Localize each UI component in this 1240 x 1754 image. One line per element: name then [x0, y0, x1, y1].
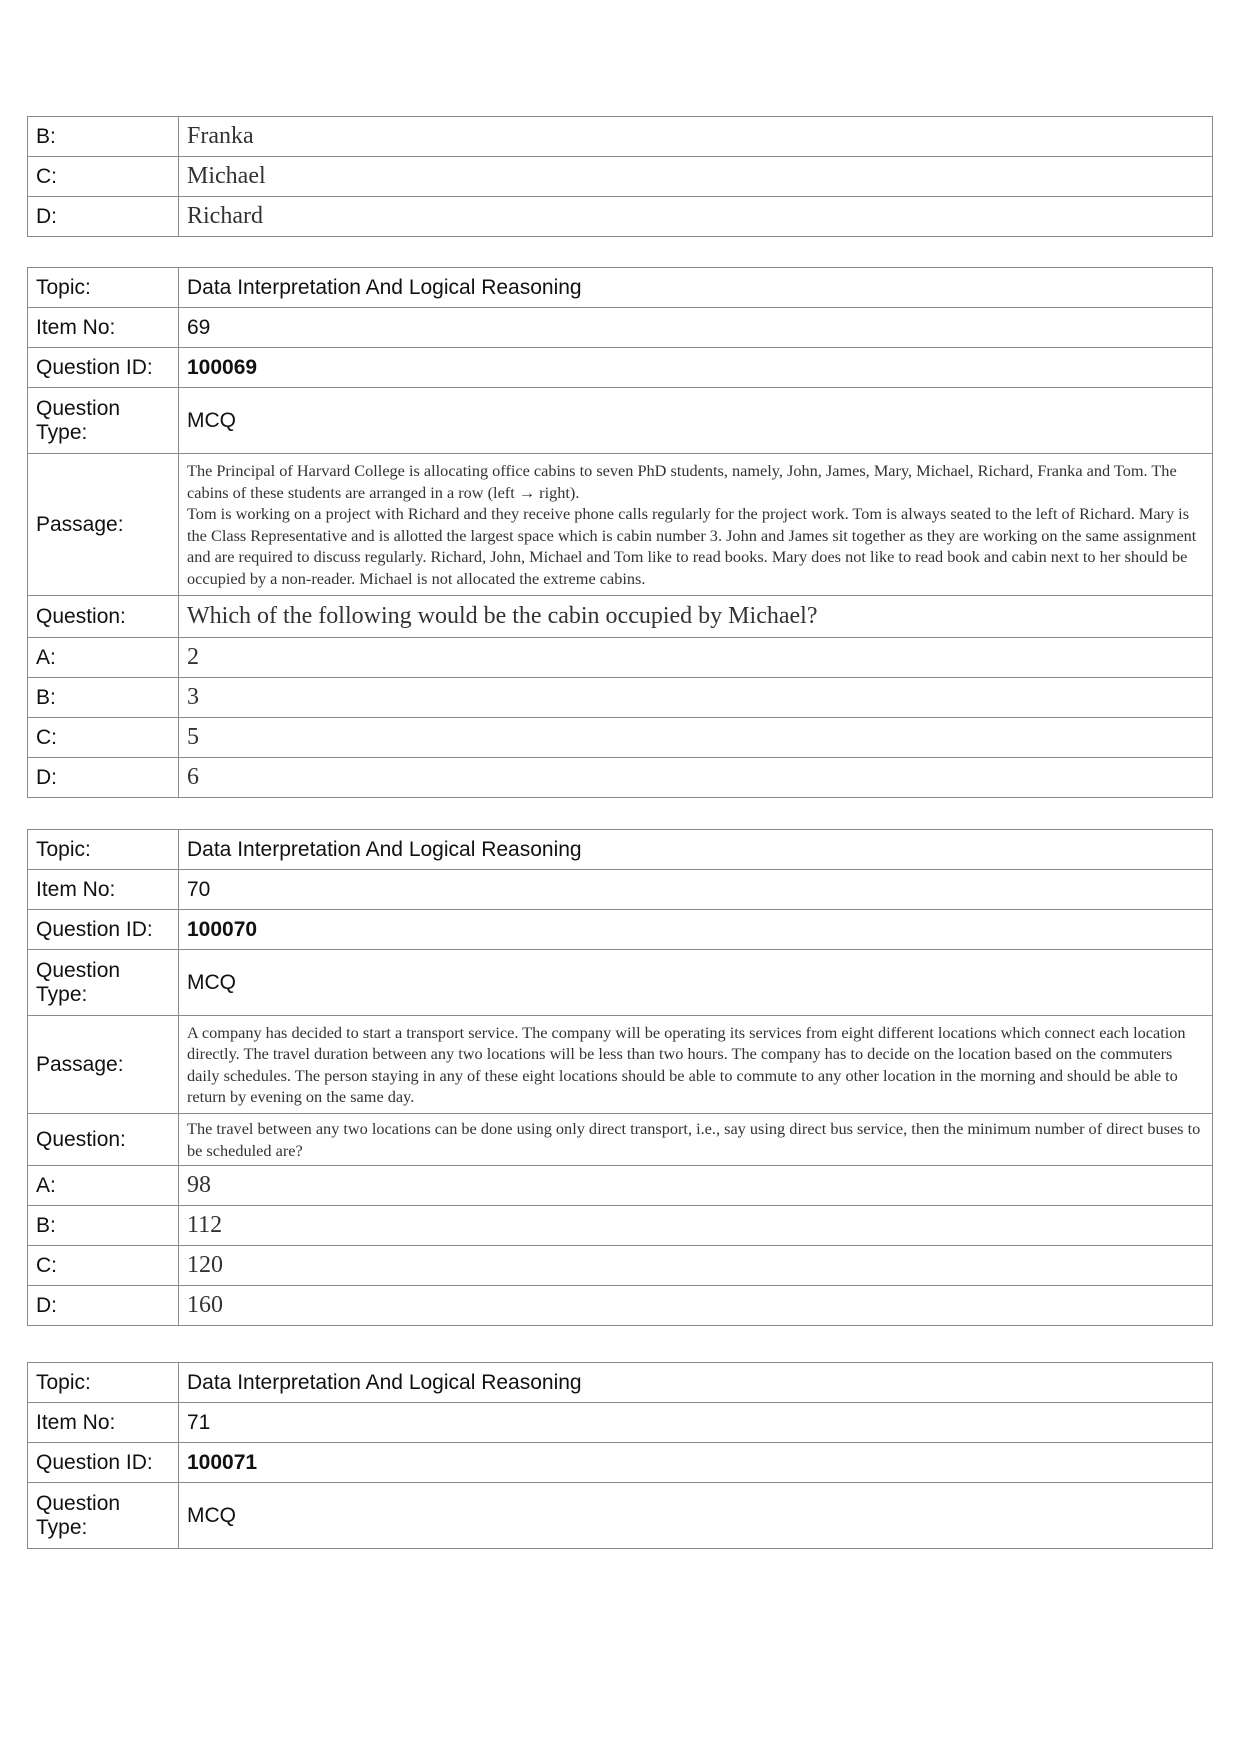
question-type-value: MCQ — [179, 1483, 1213, 1549]
item-no-row — [28, 870, 1213, 910]
question-id-row — [28, 1443, 1213, 1483]
topic-value: Data Interpretation And Logical Reasoning — [179, 268, 1213, 308]
topic-value: Data Interpretation And Logical Reasoning — [179, 830, 1213, 870]
item-no-value: 69 — [179, 308, 1213, 348]
option-a-label: A: — [28, 1166, 179, 1206]
passage-paragraph-1: The Principal of Harvard College is allocating office cabins to seven PhD students, namely, John, James, Mary, Michael, Richard, Franka and Tom. The cabins of these students are arranged in a row (left → right). — [187, 461, 1177, 502]
option-d-label: D: — [28, 197, 179, 237]
option-row-d — [28, 1286, 1213, 1326]
question-id-row — [28, 910, 1213, 950]
option-b-value: 3 — [179, 678, 1213, 718]
question-type-label: Question Type: — [28, 1483, 179, 1549]
question-type-row — [28, 1483, 1213, 1549]
question-70-table — [27, 829, 1213, 1326]
item-no-label: Item No: — [28, 308, 179, 348]
topic-row — [28, 830, 1213, 870]
option-c-label: C: — [28, 1246, 179, 1286]
option-c-value: Michael — [179, 157, 1213, 197]
option-row-d — [28, 197, 1213, 237]
question-type-row — [28, 950, 1213, 1016]
item-no-row — [28, 1403, 1213, 1443]
option-d-value: Richard — [179, 197, 1213, 237]
option-c-value: 120 — [179, 1246, 1213, 1286]
option-c-value: 5 — [179, 718, 1213, 758]
question-label: Question: — [28, 596, 179, 638]
option-b-value: Franka — [179, 117, 1213, 157]
passage-row — [28, 1016, 1213, 1114]
option-a-value: 2 — [179, 638, 1213, 678]
question-type-row — [28, 388, 1213, 454]
question-type-value: MCQ — [179, 950, 1213, 1016]
question-id-row — [28, 348, 1213, 388]
question-id-label: Question ID: — [28, 1443, 179, 1483]
question-row — [28, 1114, 1213, 1166]
question-id-value: 100070 — [179, 910, 1213, 950]
topic-label: Topic: — [28, 1363, 179, 1403]
option-c-label: C: — [28, 718, 179, 758]
item-no-value: 70 — [179, 870, 1213, 910]
item-no-row — [28, 308, 1213, 348]
passage-text: A company has decided to start a transport service. The company will be operating its services from eight different locations which connect each location directly. The travel duration between any two locations will be less than two hours. The company has to decide on the location based on the commuters daily schedules. The person staying in any of these eight locations should be able to commute to any other location in the morning and should be able to return by evening on the same day. — [179, 1016, 1213, 1114]
question-id-label: Question ID: — [28, 348, 179, 388]
question-id-value: 100069 — [179, 348, 1213, 388]
question-text: Which of the following would be the cabin occupied by Michael? — [179, 596, 1213, 638]
option-b-value: 112 — [179, 1206, 1213, 1246]
question-label: Question: — [28, 1114, 179, 1166]
option-row-b — [28, 117, 1213, 157]
option-b-label: B: — [28, 117, 179, 157]
item-no-label: Item No: — [28, 1403, 179, 1443]
option-row-d — [28, 758, 1213, 798]
option-d-value: 160 — [179, 1286, 1213, 1326]
question-71-table — [27, 1362, 1213, 1549]
option-row-b — [28, 678, 1213, 718]
passage-text — [179, 454, 1213, 596]
topic-row — [28, 1363, 1213, 1403]
passage-paragraph-2: Tom is working on a project with Richard and they receive phone calls regularly for the project work. Tom is always seated to the left of Richard. Mary is the Class Representative and is allotted the largest space which is cabin number 3. John and James sit together as they are working on the same assignment and are required to discuss regularly. Richard, John, Michael and Tom like to read books. Mary does not like to read book and cabin next to her should be occupied by a non-reader. Michael is not allocated the extreme cabins. — [187, 504, 1197, 588]
question-type-value: MCQ — [179, 388, 1213, 454]
question-type-label: Question Type: — [28, 388, 179, 454]
prev-question-options-table — [27, 116, 1213, 237]
question-text: The travel between any two locations can be done using only direct transport, i.e., say using direct bus service, then the minimum number of direct buses to be scheduled are? — [179, 1114, 1213, 1166]
option-b-label: B: — [28, 1206, 179, 1246]
passage-label: Passage: — [28, 1016, 179, 1114]
option-row-a — [28, 1166, 1213, 1206]
option-row-c — [28, 157, 1213, 197]
item-no-label: Item No: — [28, 870, 179, 910]
question-row — [28, 596, 1213, 638]
topic-value: Data Interpretation And Logical Reasoning — [179, 1363, 1213, 1403]
topic-label: Topic: — [28, 830, 179, 870]
question-id-label: Question ID: — [28, 910, 179, 950]
option-d-value: 6 — [179, 758, 1213, 798]
option-d-label: D: — [28, 758, 179, 798]
option-a-label: A: — [28, 638, 179, 678]
passage-label: Passage: — [28, 454, 179, 596]
option-row-c — [28, 718, 1213, 758]
topic-label: Topic: — [28, 268, 179, 308]
question-type-label: Question Type: — [28, 950, 179, 1016]
option-b-label: B: — [28, 678, 179, 718]
option-a-value: 98 — [179, 1166, 1213, 1206]
question-69-table — [27, 267, 1213, 798]
passage-row — [28, 454, 1213, 596]
option-row-c — [28, 1246, 1213, 1286]
topic-row — [28, 268, 1213, 308]
question-id-value: 100071 — [179, 1443, 1213, 1483]
option-row-b — [28, 1206, 1213, 1246]
option-row-a — [28, 638, 1213, 678]
item-no-value: 71 — [179, 1403, 1213, 1443]
option-d-label: D: — [28, 1286, 179, 1326]
option-c-label: C: — [28, 157, 179, 197]
